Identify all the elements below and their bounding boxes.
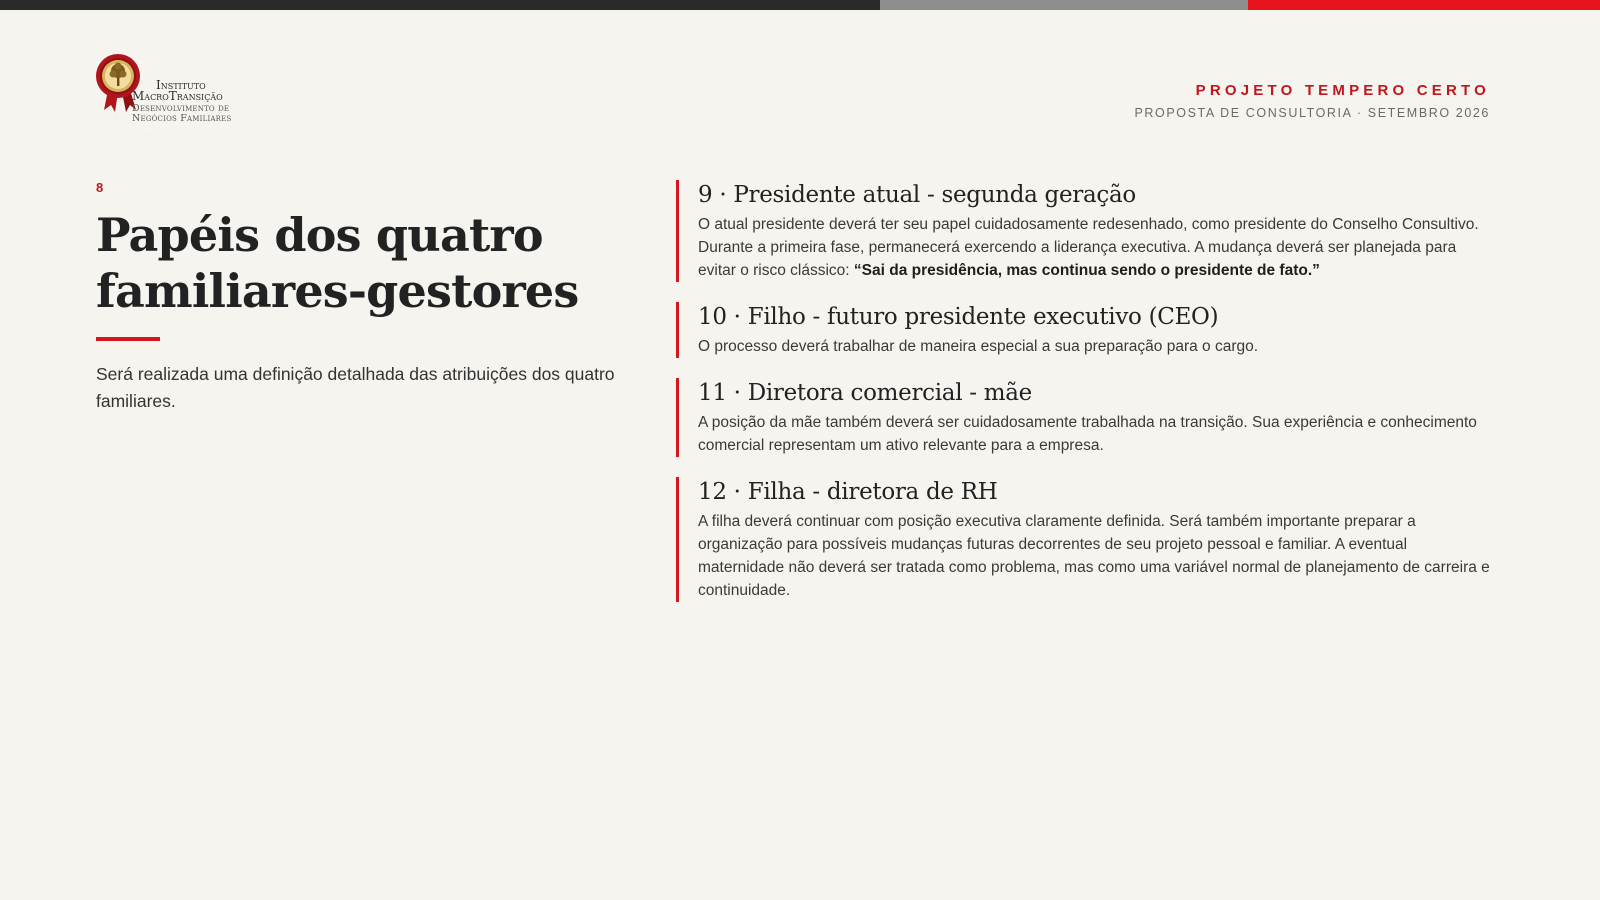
role-heading: 10 · Filho - futuro presidente executivo (CEO) bbox=[698, 304, 1219, 330]
institute-logo bbox=[96, 52, 256, 142]
project-name: PROJETO TEMPERO CERTO bbox=[1195, 82, 1490, 99]
top-color-bar bbox=[0, 0, 1600, 10]
proposal-subtitle: PROPOSTA DE CONSULTORIA · SETEMBRO 2026 bbox=[1134, 106, 1490, 120]
intro-text: Será realizada uma definição detalhada das atribuições dos quatro familiares. bbox=[96, 364, 615, 411]
role-heading: 12 · Filha - diretora de RH bbox=[698, 479, 998, 505]
role-item-son-ceo bbox=[676, 302, 1492, 358]
top-bar-red-segment bbox=[1248, 0, 1600, 10]
top-bar-gray-segment bbox=[880, 0, 1248, 10]
page-title: Papéis dos quatro familiares-gestores bbox=[96, 208, 579, 318]
role-item-mother-commercial bbox=[676, 378, 1492, 457]
roles-list bbox=[676, 180, 1492, 622]
role-heading: 9 · Presidente atual - segunda geração bbox=[698, 182, 1136, 208]
role-description bbox=[698, 213, 1492, 282]
role-item-president bbox=[676, 180, 1492, 282]
left-column bbox=[96, 180, 636, 415]
page-number: 8 bbox=[96, 180, 104, 195]
role-description: O processo deverá trabalhar de maneira especial a sua preparação para o cargo. bbox=[698, 338, 1259, 355]
logo-text-line-3: Desenvolvimento de bbox=[132, 103, 230, 114]
role-item-daughter-hr bbox=[676, 477, 1492, 602]
role-description-quote: “Sai da presidência, mas continua sendo o presidente de fato.” bbox=[853, 262, 1320, 279]
top-bar-dark-segment bbox=[0, 0, 880, 10]
role-description: A posição da mãe também deverá ser cuidadosamente trabalhada na transição. Sua experiência e conhecimento comercial representam um ativo relevante para a empresa. bbox=[698, 414, 1477, 454]
role-description-text: O atual presidente deverá ter seu papel cuidadosamente redesenhado, como presidente do Conselho Consultivo. Durante a primeira fase, permanecerá exercendo a liderança executiva. A mudança deverá ser planejada para evitar o risco clássico: bbox=[698, 216, 1479, 279]
logo-text-line-1: Instituto bbox=[156, 78, 206, 92]
logo-text-line-2: MacroTransição bbox=[132, 89, 223, 103]
header-project-info bbox=[1134, 82, 1490, 120]
title-underline bbox=[96, 337, 160, 341]
logo-text-line-4: Negócios Familiares bbox=[132, 113, 232, 124]
role-heading: 11 · Diretora comercial - mãe bbox=[698, 380, 1032, 406]
role-description: A filha deverá continuar com posição executiva claramente definida. Será também importante preparar a organização para possíveis mudanças futuras decorrentes de seu projeto pessoal e familiar. A eventual maternidade não deverá ser tratada como problema, mas como uma variável normal de planejamento de carreira e continuidade. bbox=[698, 513, 1490, 599]
